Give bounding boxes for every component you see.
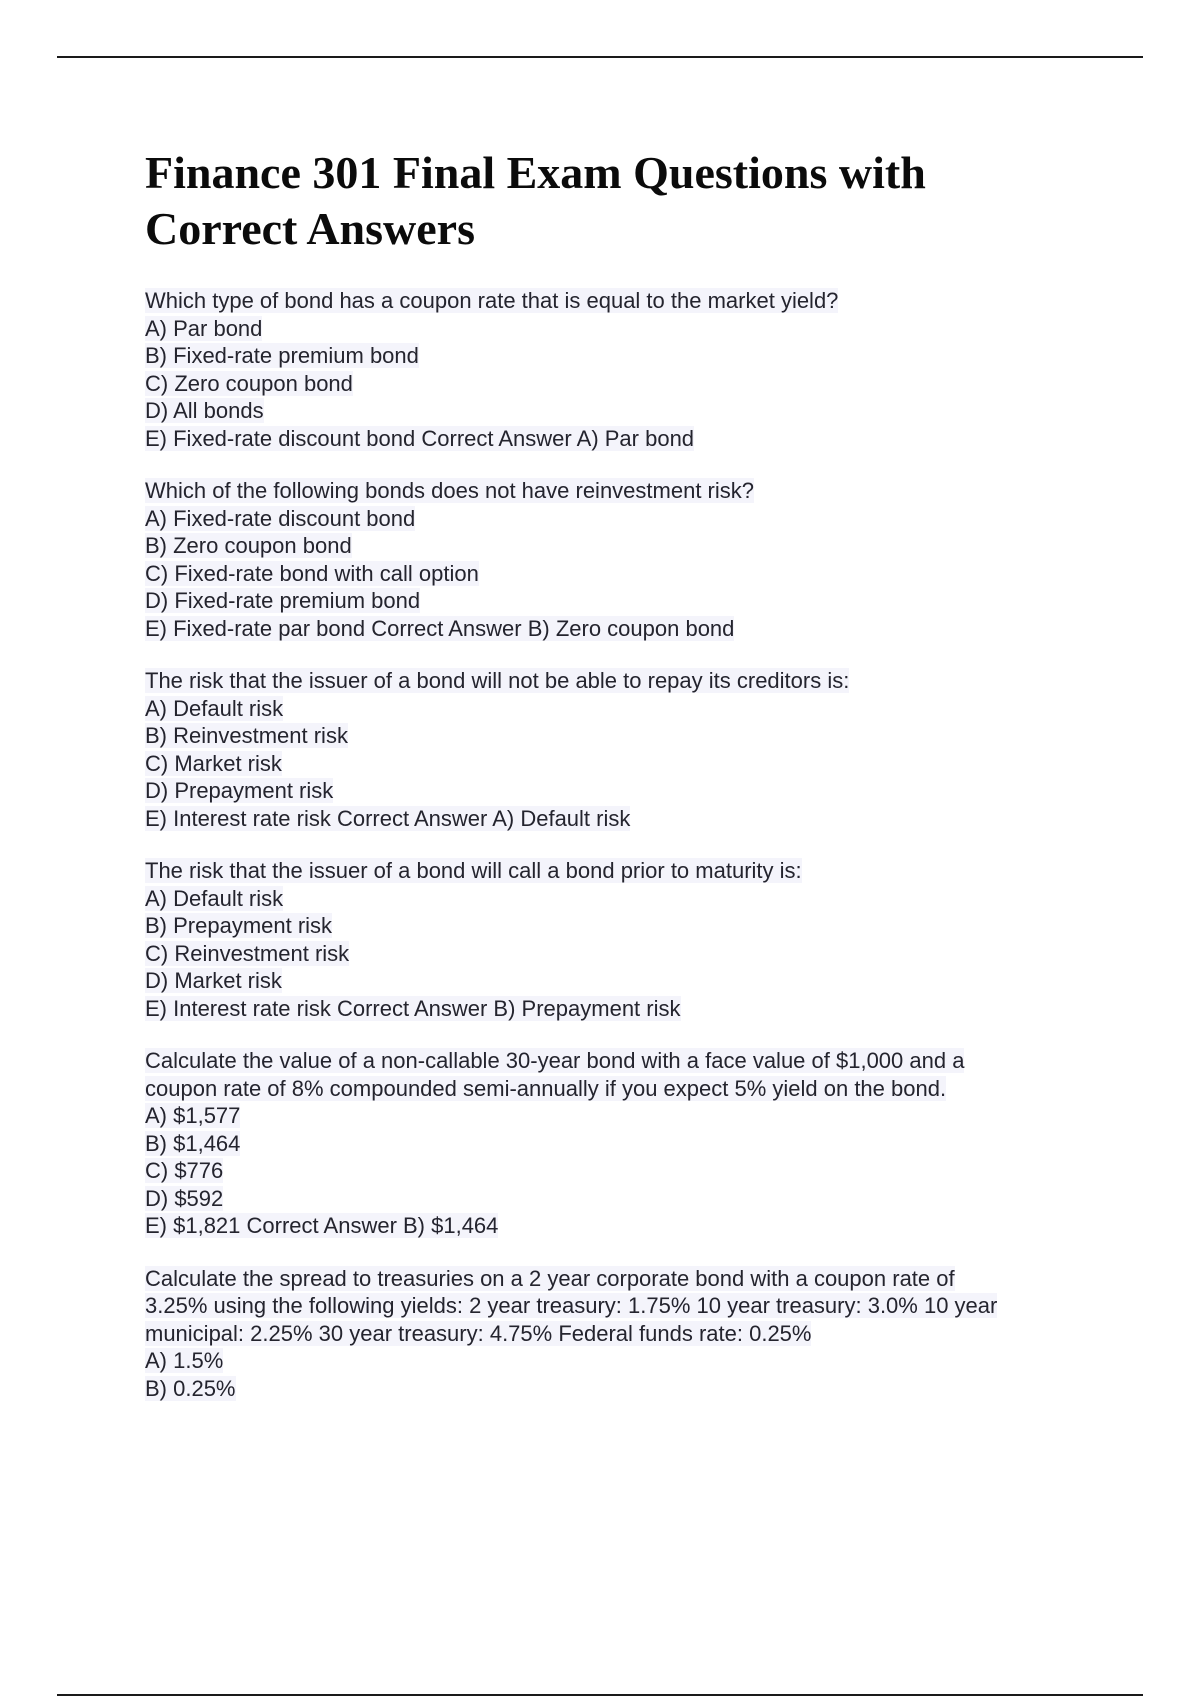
line-text: E) Fixed-rate par bond Correct Answer B) Zero coupon bond xyxy=(145,615,735,641)
answer-line xyxy=(145,1292,1105,1320)
answer-line xyxy=(145,885,1105,913)
line-text: The risk that the issuer of a bond will call a bond prior to maturity is: xyxy=(145,858,802,883)
line-text: E) Interest rate risk Correct Answer B) Prepayment risk xyxy=(145,995,681,1021)
answer-line xyxy=(145,1212,1105,1240)
answer-line xyxy=(145,1130,1105,1158)
line-text: Which of the following bonds does not have reinvestment risk? xyxy=(145,478,754,503)
question-text xyxy=(145,1265,1105,1293)
line-text: 3.25% using the following yields: 2 year treasury: 1.75% 10 year treasury: 3.0% 10 year xyxy=(145,1293,998,1318)
question-list xyxy=(145,287,1105,1402)
document-title: Finance 301 Final Exam Questions with Correct Answers xyxy=(145,147,926,254)
answer-line xyxy=(145,532,1105,560)
line-text: D) Market risk xyxy=(145,968,282,993)
line-text: A) Fixed-rate discount bond xyxy=(145,505,416,531)
line-text: B) Fixed-rate premium bond xyxy=(145,343,419,368)
answer-line xyxy=(145,1102,1105,1130)
question-block xyxy=(145,1047,1105,1240)
line-text: C) Market risk xyxy=(145,750,282,776)
line-text: A) $1,577 xyxy=(145,1103,241,1128)
line-text: B) 0.25% xyxy=(145,1375,236,1401)
answer-line xyxy=(145,995,1105,1023)
line-text: A) Par bond xyxy=(145,315,263,341)
line-text: B) Zero coupon bond xyxy=(145,533,352,558)
question-text xyxy=(145,1047,1105,1075)
answer-line xyxy=(145,560,1105,588)
line-text: B) Reinvestment risk xyxy=(145,723,348,748)
line-text: D) Fixed-rate premium bond xyxy=(145,588,421,613)
line-text: E) Interest rate risk Correct Answer A) Default risk xyxy=(145,805,631,831)
question-block xyxy=(145,857,1105,1022)
answer-line xyxy=(145,1157,1105,1185)
question-text xyxy=(145,667,1105,695)
question-block xyxy=(145,477,1105,642)
line-text: B) $1,464 xyxy=(145,1130,241,1156)
answer-line xyxy=(145,777,1105,805)
answer-line xyxy=(145,805,1105,833)
question-block xyxy=(145,1265,1105,1403)
answer-line xyxy=(145,912,1105,940)
line-text: municipal: 2.25% 30 year treasury: 4.75% Federal funds rate: 0.25% xyxy=(145,1320,812,1346)
line-text: A) Default risk xyxy=(145,695,284,721)
answer-line xyxy=(145,1375,1105,1403)
line-text: E) Fixed-rate discount bond Correct Answer A) Par bond xyxy=(145,425,695,451)
answer-line xyxy=(145,587,1105,615)
answer-line xyxy=(145,940,1105,968)
document-body xyxy=(145,145,1105,1427)
header-rule xyxy=(57,56,1143,58)
answer-line xyxy=(145,1075,1105,1103)
answer-line xyxy=(145,425,1105,453)
answer-line xyxy=(145,1347,1105,1375)
line-text: C) Fixed-rate bond with call option xyxy=(145,560,479,586)
question-text xyxy=(145,287,1105,315)
line-text: coupon rate of 8% compounded semi-annually if you expect 5% yield on the bond. xyxy=(145,1075,947,1101)
answer-line xyxy=(145,750,1105,778)
line-text: A) 1.5% xyxy=(145,1348,224,1373)
answer-line xyxy=(145,315,1105,343)
question-block xyxy=(145,287,1105,452)
answer-line xyxy=(145,370,1105,398)
line-text: C) Zero coupon bond xyxy=(145,370,353,396)
line-text: B) Prepayment risk xyxy=(145,913,333,938)
line-text: D) All bonds xyxy=(145,398,264,423)
answer-line xyxy=(145,695,1105,723)
line-text: D) Prepayment risk xyxy=(145,778,334,803)
line-text: Which type of bond has a coupon rate that is equal to the market yield? xyxy=(145,288,839,313)
answer-line xyxy=(145,967,1105,995)
line-text: Calculate the value of a non-callable 30-year bond with a face value of $1,000 and a xyxy=(145,1048,965,1073)
question-block xyxy=(145,667,1105,832)
line-text: E) $1,821 Correct Answer B) $1,464 xyxy=(145,1213,499,1238)
answer-line xyxy=(145,1185,1105,1213)
answer-line xyxy=(145,342,1105,370)
line-text: D) $592 xyxy=(145,1185,224,1211)
question-text xyxy=(145,477,1105,505)
line-text: The risk that the issuer of a bond will not be able to repay its creditors is: xyxy=(145,668,850,693)
answer-line xyxy=(145,615,1105,643)
line-text: A) Default risk xyxy=(145,885,284,911)
answer-line xyxy=(145,505,1105,533)
footer-rule xyxy=(57,1694,1143,1696)
line-text: Calculate the spread to treasuries on a 2 year corporate bond with a coupon rate of xyxy=(145,1265,955,1291)
question-text xyxy=(145,857,1105,885)
answer-line xyxy=(145,1320,1105,1348)
answer-line xyxy=(145,397,1105,425)
line-text: C) Reinvestment risk xyxy=(145,940,350,966)
line-text: C) $776 xyxy=(145,1158,224,1183)
answer-line xyxy=(145,722,1105,750)
